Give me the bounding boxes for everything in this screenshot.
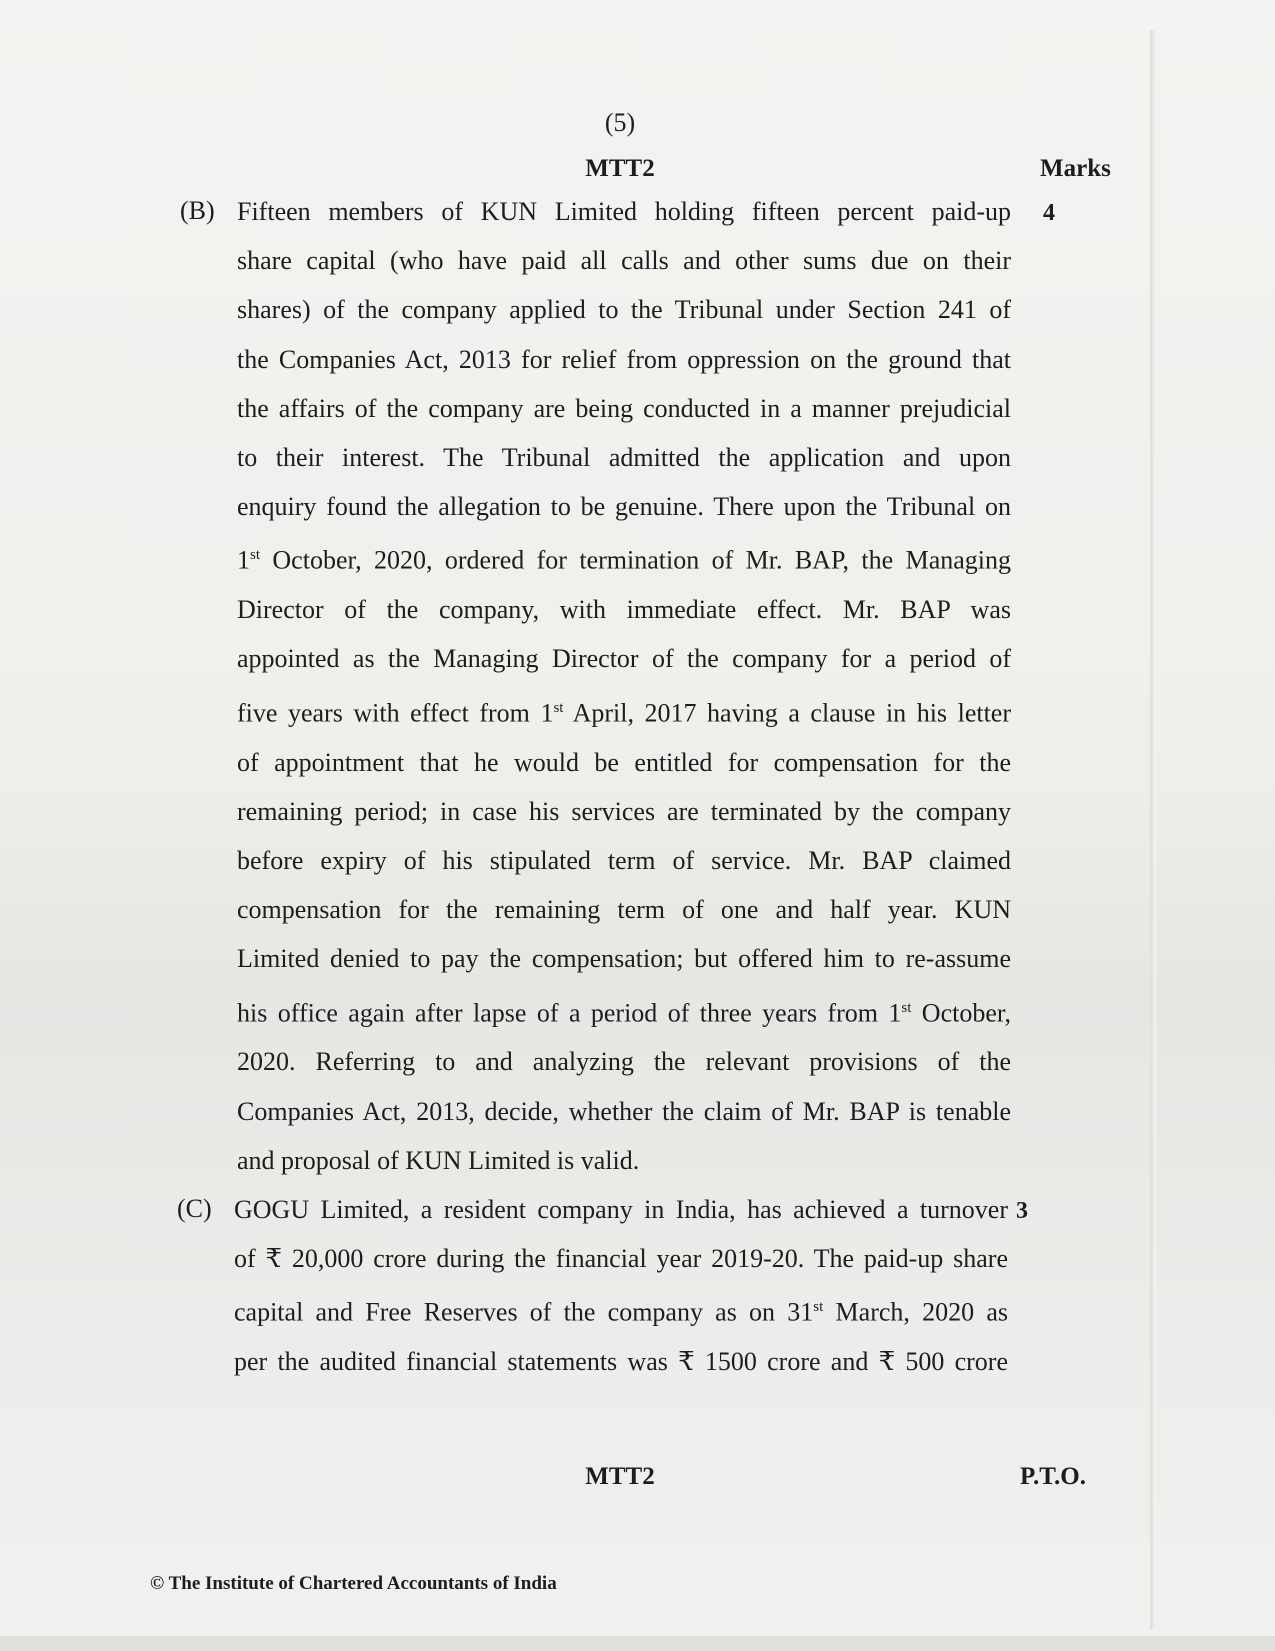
question-label-c: (C): [177, 1194, 212, 1223]
text-line: five years with effect from 1st April, 2017 having a clause in his letter: [237, 698, 1012, 728]
text-line: of ₹ 20,000 crore during the financial year 2019-20. The paid-up share: [234, 1244, 1008, 1274]
text-line: 1st October, 2020, ordered for termination of Mr. BAP, the Managing: [237, 546, 1011, 576]
page-number: (5): [604, 108, 636, 137]
pto-label: P.T.O.: [1020, 1463, 1086, 1490]
text-line: of appointment that he would be entitled for compensation for the: [237, 747, 1011, 777]
marks-heading: Marks: [1040, 155, 1111, 182]
question-marks-b: 4: [1043, 200, 1055, 226]
page-edge-shadow: [1150, 30, 1156, 1630]
paper-code-header: MTT2: [585, 155, 655, 182]
text-line: and proposal of KUN Limited is valid.: [237, 1145, 640, 1175]
text-line: share capital (who have paid all calls and other sums due on their: [237, 246, 1011, 276]
text-line: shares) of the company applied to the Tribunal under Section 241 of: [237, 295, 1011, 325]
text-line: Fifteen members of KUN Limited holding fifteen percent paid-up: [237, 197, 1011, 226]
text-line: the affairs of the company are being conducted in a manner prejudicial: [237, 393, 1011, 423]
text-line: Director of the company, with immediate effect. Mr. BAP was: [237, 595, 1011, 625]
text-line: 2020. Referring to and analyzing the relevant provisions of the: [237, 1047, 1011, 1077]
text-line: capital and Free Reserves of the company as on 31st March, 2020 as: [234, 1298, 1008, 1328]
page-bottom-edge: [0, 1636, 1275, 1651]
text-line: Companies Act, 2013, decide, whether the claim of Mr. BAP is tenable: [237, 1096, 1011, 1126]
text-line: Limited denied to pay the compensation; but offered him to re-assume: [237, 944, 1011, 974]
text-line: GOGU Limited, a resident company in India, has achieved a turnover: [234, 1195, 1008, 1224]
question-text-b: [237, 187, 1011, 1185]
text-line: appointed as the Managing Director of the company for a period of: [237, 644, 1011, 674]
text-line: the Companies Act, 2013 for relief from oppression on the ground that: [237, 344, 1011, 374]
text-line: enquiry found the allegation to be genuine. There upon the Tribunal on: [237, 492, 1011, 522]
text-line: compensation for the remaining term of one and half year. KUN: [237, 895, 1011, 925]
text-line: before expiry of his stipulated term of service. Mr. BAP claimed: [237, 845, 1011, 875]
text-line: to their interest. The Tribunal admitted the application and upon: [237, 443, 1011, 473]
text-line: remaining period; in case his services are terminated by the company: [237, 796, 1011, 826]
question-marks-c: 3: [1016, 1198, 1028, 1224]
copyright-notice: © The Institute of Chartered Accountants of India: [150, 1573, 557, 1594]
question-text-c: [234, 1185, 1008, 1386]
question-label-b: (B): [180, 196, 215, 225]
text-line: his office again after lapse of a period of three years from 1st October,: [237, 998, 1011, 1028]
paper-code-footer: MTT2: [585, 1463, 655, 1490]
text-line: per the audited financial statements was ₹ 1500 crore and ₹ 500 crore: [234, 1347, 1008, 1377]
